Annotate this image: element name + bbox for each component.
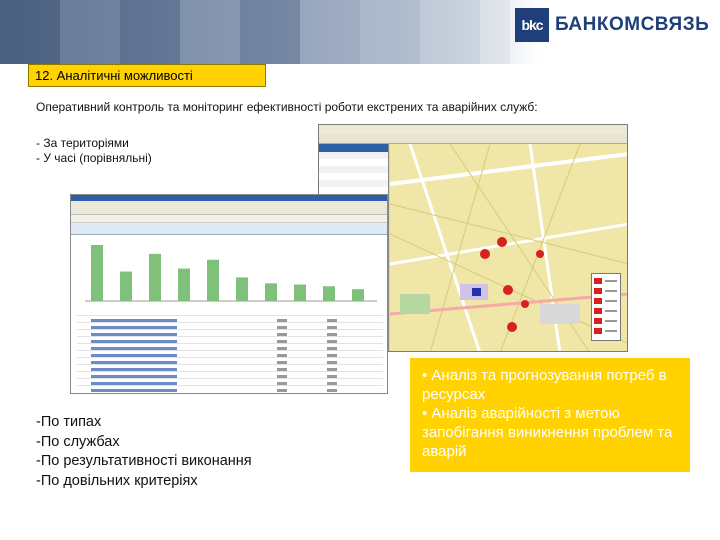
map-layer-item [319, 159, 388, 166]
map-layer-item [319, 152, 388, 159]
banner-photo [300, 0, 360, 64]
slide-title: 12. Аналітичні можливості [28, 64, 266, 87]
map-menubar [319, 125, 627, 134]
logo-text: БАНКОМСВЯЗЬ [555, 14, 710, 35]
table-row[interactable] [77, 358, 383, 365]
legend-swatches [592, 274, 620, 340]
table-row[interactable] [77, 316, 383, 323]
stats-address-bar [71, 215, 387, 223]
banner-photo [60, 0, 120, 64]
banner-photo [0, 0, 60, 64]
chart-bar [352, 289, 364, 301]
types-list [36, 413, 252, 491]
banner-photo [360, 0, 420, 64]
highlight-item: • Аналіз та прогнозування потреб в ресурсах [422, 367, 667, 403]
company-url[interactable]: www.bkc.com.ua [557, 52, 638, 63]
banner-photo [240, 0, 300, 64]
logo-mark: bkc [515, 8, 549, 42]
table-row[interactable] [77, 351, 383, 358]
bar-chart [77, 241, 383, 307]
map-layer-item [319, 187, 388, 194]
stats-chart [77, 241, 383, 307]
statistics-window [70, 194, 388, 394]
slide-subtitle: Оперативний контроль та моніторинг ефективності роботи екстрених та аварійних служб: [36, 100, 538, 114]
types-item: -По результативності виконання [36, 453, 252, 469]
chart-bar [323, 286, 335, 301]
chart-bar [294, 284, 306, 301]
stats-table [77, 309, 383, 386]
table-row[interactable] [77, 379, 383, 386]
chart-bar [236, 277, 248, 301]
chart-bar [91, 245, 103, 301]
banner-photo [180, 0, 240, 64]
table-row[interactable] [77, 323, 383, 330]
company-logo [515, 8, 709, 42]
map-layer-item [319, 180, 388, 187]
table-row[interactable] [77, 337, 383, 344]
table-row[interactable] [77, 309, 383, 316]
map-panel-header [319, 144, 388, 152]
map-legend [591, 273, 621, 341]
chart-bar [178, 269, 190, 301]
banner-photo [120, 0, 180, 64]
criteria-list [36, 136, 152, 166]
chart-bar [120, 272, 132, 301]
map-layer-item [319, 166, 388, 173]
stats-toolbar [71, 201, 387, 215]
criteria-item: - У часі (порівняльні) [36, 151, 152, 165]
table-row[interactable] [77, 344, 383, 351]
highlight-box [410, 358, 690, 472]
chart-bar [149, 254, 161, 301]
chart-bar [265, 283, 277, 301]
stats-tabs [71, 223, 387, 235]
types-item: -По довільних критеріях [36, 472, 198, 489]
banner-photo [420, 0, 480, 64]
banner-photo [480, 0, 510, 64]
table-row[interactable] [77, 330, 383, 337]
chart-bar [207, 260, 219, 301]
types-item: -По типах [36, 414, 102, 430]
criteria-item: - За територіями [36, 136, 129, 150]
map-layer-item [319, 173, 388, 180]
table-row[interactable] [77, 372, 383, 379]
map-toolbar [319, 134, 627, 144]
highlight-item: • Аналіз аварійності з метою запобігання виникнення проблем та аварій [422, 405, 673, 460]
types-item: -По службах [36, 433, 120, 450]
table-row[interactable] [77, 365, 383, 372]
